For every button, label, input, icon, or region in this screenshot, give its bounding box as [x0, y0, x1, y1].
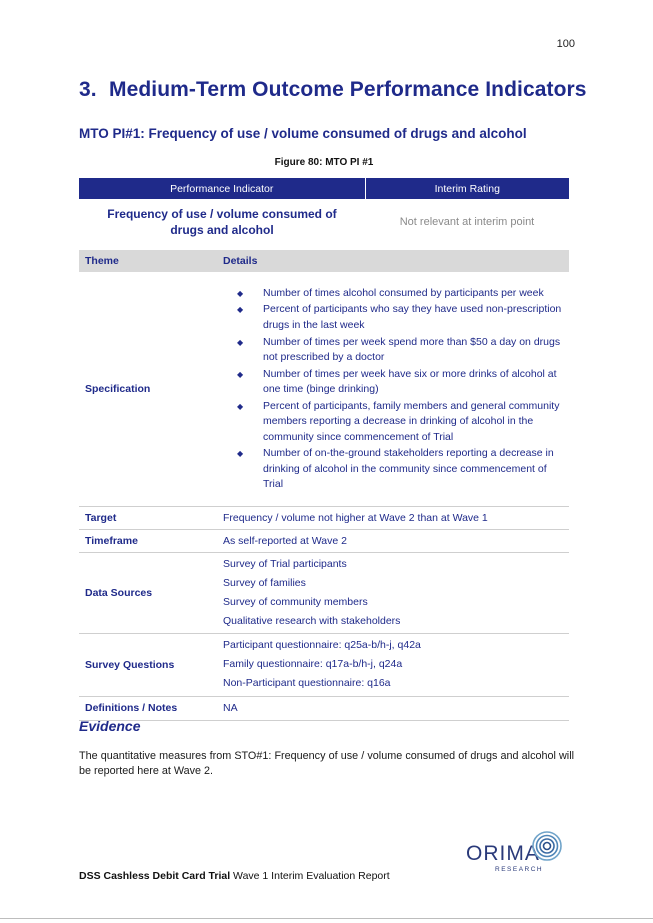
row-label-definitions: Definitions / Notes [79, 696, 217, 720]
footer-report-name: DSS Cashless Debit Card Trial [79, 870, 231, 882]
table-row [79, 552, 569, 633]
row-label-target: Target [79, 506, 217, 529]
table-row [79, 696, 569, 720]
details-header-theme: Theme [79, 250, 217, 272]
pi-indicator-value: Frequency of use / volume consumed of drugs and alcohol [107, 207, 337, 237]
page-number: 100 [556, 38, 575, 50]
row-label-specification: Specification [79, 272, 217, 506]
table-row [79, 529, 569, 552]
specification-list [217, 284, 569, 493]
footer-report-suffix: Wave 1 Interim Evaluation Report [230, 870, 390, 882]
survey-question-item: Family questionnaire: q17a-b/h-j, q24a [223, 658, 403, 670]
list-item: ◆ Percent of participants who say they have used non-prescription drugs in the last week [255, 302, 569, 333]
survey-question-item: Participant questionnaire: q25a-b/h-j, q42a [223, 639, 421, 651]
page-footer [79, 870, 390, 882]
target-value: Frequency / volume not higher at Wave 2 than at Wave 1 [217, 506, 569, 529]
list-item: ◆ Number of times per week have six or more drinks of alcohol at one time (binge drinking) [255, 367, 569, 398]
survey-questions-values [217, 633, 569, 696]
data-source-item: Survey of community members [223, 595, 368, 608]
definitions-value: NA [217, 696, 569, 720]
section-heading [79, 78, 587, 102]
timeframe-value: As self-reported at Wave 2 [217, 529, 569, 552]
evidence-heading: Evidence [79, 718, 141, 734]
pi-rating-value: Not relevant at interim point [399, 216, 535, 228]
section-number: 3. [79, 78, 97, 101]
subsection-heading: MTO PI#1: Frequency of use / volume consumed of drugs and alcohol [79, 126, 527, 141]
data-source-item: Qualitative research with stakeholders [223, 614, 401, 627]
data-source-item: Survey of families [223, 576, 306, 589]
details-table [79, 250, 569, 721]
details-header-details: Details [217, 250, 569, 272]
orima-logo [465, 828, 575, 878]
row-label-timeframe: Timeframe [79, 529, 217, 552]
table-row [79, 272, 569, 506]
evidence-paragraph: The quantitative measures from STO#1: Frequency of use / volume consumed of drugs and alcohol will be reported here at Wave 2. [79, 750, 574, 777]
section-title: Medium-Term Outcome Performance Indicators [109, 78, 587, 101]
data-sources-values [217, 552, 569, 633]
list-item: ◆ Number of times per week spend more than $50 a day on drugs not prescribed by a doctor [255, 335, 569, 366]
row-label-data-sources: Data Sources [79, 552, 217, 633]
list-item: ◆ Number of on-the-ground stakeholders reporting a decrease in drinking of alcohol in the community since commencement of Trial [255, 446, 569, 492]
figure-caption: Figure 80: MTO PI #1 [274, 157, 374, 168]
performance-indicator-table [79, 178, 569, 245]
specification-details [217, 272, 569, 506]
logo-wordmark: ORIMA [466, 842, 540, 865]
pi-header-indicator: Performance Indicator [79, 178, 365, 199]
survey-question-item: Non-Participant questionnaire: q16a [223, 677, 391, 689]
page-bottom-divider [0, 918, 653, 919]
table-row [79, 506, 569, 529]
row-label-survey-questions: Survey Questions [79, 633, 217, 696]
logo-subtitle: RESEARCH [495, 866, 544, 873]
table-row [79, 633, 569, 696]
list-item: ◆ Number of times alcohol consumed by participants per week [255, 286, 569, 301]
data-source-item: Survey of Trial participants [223, 557, 347, 570]
list-item: ◆ Percent of participants, family members and general community members reporting a decrease in drinking of alcohol in the community since commencement of Trial [255, 399, 569, 445]
pi-header-rating: Interim Rating [365, 178, 569, 199]
logo-circles-icon [531, 830, 563, 862]
